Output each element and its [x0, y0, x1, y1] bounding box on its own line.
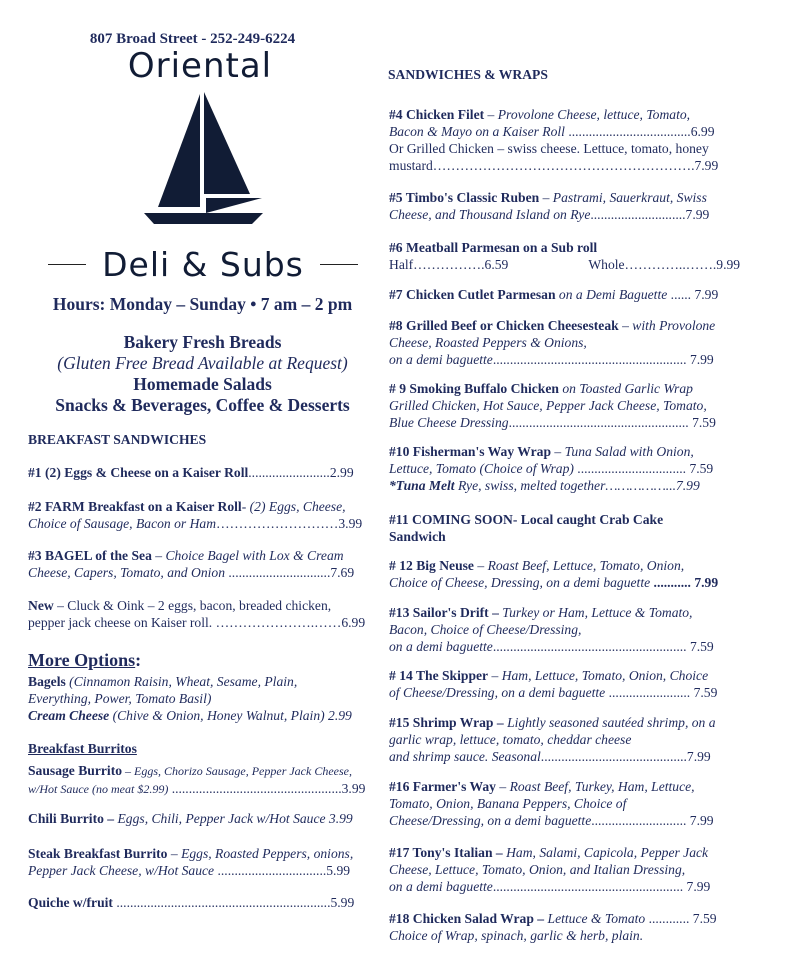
sandwiches-heading: SANDWICHES & WRAPS [388, 67, 548, 82]
item-desc: w/Hot Sauce (no meat $2.99) [28, 782, 169, 796]
promo-snacks: Snacks & Beverages, Coffee & Desserts [55, 395, 350, 415]
promo-breads: Bakery Fresh Breads [123, 332, 282, 352]
item-price: ......................................................... 7.59 [492, 639, 714, 654]
item-desc: Pepper Jack Cheese, w/Hot Sauce [28, 863, 215, 878]
item-price: ........... 7.99 [650, 575, 719, 590]
menu-item-11 [389, 511, 741, 545]
promo-gluten-free: (Gluten Free Bread Available at Request) [57, 353, 348, 373]
item-price: ........................ 7.59 [605, 685, 718, 700]
item-desc: Choice of Sausage, Bacon or Ham [28, 516, 217, 531]
item-name: #1 (2) Eggs & Cheese on a Kaiser Roll [28, 465, 249, 480]
item-desc: – Eggs, Chorizo Sausage, Pepper Jack Cheese, [122, 764, 352, 778]
item-desc: (Cinnamon Raisin, Wheat, Sesame, Plain, [65, 674, 298, 689]
item-price: ........................2.99 [248, 465, 354, 480]
item-desc: Choice of Wrap, spinach, garlic & herb, plain. [389, 928, 644, 943]
menu-item-15 [389, 714, 741, 765]
promo-salads: Homemade Salads [133, 374, 272, 394]
item-desc: and shrimp sauce. Seasonal [389, 749, 541, 764]
item-desc: Cheese, Capers, Tomato, and Onion [28, 565, 225, 580]
item-desc: Ham, Salami, Capicola, Pepper Jack [502, 845, 709, 860]
item-name: #4 Chicken Filet [389, 107, 485, 122]
item-desc: Lettuce, Tomato (Choice of Wrap) [389, 461, 574, 476]
item-name: Cream Cheese [28, 708, 110, 723]
item-desc: – Ham, Lettuce, Tomato, Onion, Choice [488, 668, 709, 683]
item-name: # 14 The Skipper [389, 668, 489, 683]
menu-item-6 [389, 239, 741, 273]
item-desc: Turkey or Ham, Lettuce & Tomato, [498, 605, 693, 620]
item-price: ................................ 7.59 [573, 461, 714, 476]
item-desc: Choice of Cheese, Dressing, on a demi baguette [389, 575, 651, 590]
item-desc: on a demi baguette [389, 352, 493, 367]
item-whole: Whole…………..…….9.99 [588, 257, 741, 272]
item-price: ..............................7.69 [225, 565, 355, 580]
item-desc: – Roast Beef, Lettuce, Tomato, Onion, [473, 558, 685, 573]
item-price: ....................................6.99 [564, 124, 715, 139]
item-name: #2 FARM Breakfast on a Kaiser Roll [28, 499, 242, 514]
item-name: #16 Farmer's Way [389, 779, 496, 794]
menu-item-5 [389, 189, 741, 223]
item-name: Sandwich [389, 529, 446, 544]
item-price: ………………………3.99 [216, 516, 363, 531]
item-desc: Lightly seasoned sautéed shrimp, on a [503, 715, 716, 730]
heading-colon: : [135, 650, 142, 670]
item-desc: on Toasted Garlic Wrap [558, 381, 693, 396]
item-price: ........................................................ 7.99 [492, 879, 711, 894]
menu-item-10 [389, 443, 741, 494]
item-price: ..................................................3.99 [168, 781, 366, 796]
item-desc: - (2) Eggs, Cheese, [241, 499, 346, 514]
menu-item-new [28, 597, 380, 631]
item-desc: Grilled Chicken, Hot Sauce, Pepper Jack Cheese, Tomato, [389, 398, 707, 413]
item-desc: pepper jack cheese on Kaiser roll. ………………….……6.99 [28, 615, 366, 630]
item-name: #7 Chicken Cutlet Parmesan [389, 287, 556, 302]
item-name: New [28, 598, 54, 613]
menu-item-4 [389, 106, 741, 174]
item-desc: Eggs, Chili, Pepper Jack w/Hot Sauce 3.99 [114, 811, 353, 826]
left-rule [48, 264, 86, 265]
item-desc: – Cluck & Oink – 2 eggs, bacon, breaded chicken, [53, 598, 332, 613]
item-name: #15 Shrimp Wrap – [389, 715, 504, 730]
item-price: ......................................................... 7.99 [492, 352, 714, 367]
item-desc: of Cheese/Dressing, on a demi baguette [389, 685, 606, 700]
item-name: Steak Breakfast Burrito [28, 846, 168, 861]
item-price: ...............................................................5.99 [112, 895, 355, 910]
brand-name: Oriental [127, 46, 273, 86]
menu-item-1 [28, 464, 380, 481]
menu-item-17 [389, 844, 741, 895]
item-name: *Tuna Melt [389, 478, 455, 493]
burrito-steak [28, 845, 380, 879]
item-price: ............................7.99 [590, 207, 710, 222]
item-desc: Cheese, and Thousand Island on Rye [389, 207, 591, 222]
item-desc: – Choice Bagel with Lox & Cream [151, 548, 344, 563]
item-desc: – with Provolone [618, 318, 716, 333]
burrito-chili [28, 810, 380, 827]
item-name: #17 Tony's Italian – [389, 845, 503, 860]
hours: Hours: Monday – Sunday • 7 am – 2 pm [52, 294, 353, 314]
item-desc: Cheese, Lettuce, Tomato, Onion, and Italian Dressing, [389, 862, 686, 877]
item-desc: – Provolone Cheese, lettuce, Tomato, [484, 107, 691, 122]
menu-item-12 [389, 557, 741, 591]
item-desc: Lettuce & Tomato [544, 911, 646, 926]
quiche [28, 894, 380, 911]
item-desc: Everything, Power, Tomato Basil) [28, 691, 212, 706]
item-alt: mustard………………………………………………….7.99 [389, 158, 719, 173]
sailboat-logo [140, 92, 265, 234]
more-options-heading [28, 652, 141, 670]
menu-item-2 [28, 498, 380, 532]
menu-item-7 [389, 286, 741, 303]
deli-subs-title [48, 245, 358, 284]
burritos-heading: Breakfast Burritos [28, 741, 137, 756]
item-desc: Rye, swiss, melted together……………...7.99 [454, 478, 700, 493]
item-price: ............ 7.59 [645, 911, 717, 926]
item-price: ...........................................7.99 [540, 749, 711, 764]
item-desc: Tomato, Onion, Banana Peppers, Choice of [389, 796, 627, 811]
item-desc: – Eggs, Roasted Peppers, onions, [167, 846, 354, 861]
item-price: ...... 7.99 [667, 287, 719, 302]
item-name: # 12 Big Neuse [389, 558, 474, 573]
item-name: #11 COMING SOON- Local caught Crab Cake [389, 512, 664, 527]
item-price: ..................................................... 7.59 [508, 415, 716, 430]
item-alt: Or Grilled Chicken – swiss cheese. Lettuce, tomato, honey [389, 141, 709, 156]
item-desc: Bacon, Choice of Cheese/Dressing, [389, 622, 582, 637]
item-half: Half…………….6.59 [389, 257, 509, 272]
item-price: ............................ 7.99 [591, 813, 714, 828]
item-desc: Blue Cheese Dressing [389, 415, 509, 430]
item-desc: Bacon & Mayo on a Kaiser Roll [389, 124, 565, 139]
item-desc: Cheese, Roasted Peppers & Onions, [389, 335, 587, 350]
item-desc: garlic wrap, lettuce, tomato, cheddar cheese [389, 732, 632, 747]
menu-item-13 [389, 604, 741, 655]
item-name: Chili Burrito – [28, 811, 115, 826]
item-name: #6 Meatball Parmesan on a Sub roll [389, 240, 598, 255]
item-name: #5 Timbo's Classic Ruben [389, 190, 540, 205]
breakfast-heading: BREAKFAST SANDWICHES [28, 432, 207, 447]
item-name: Bagels [28, 674, 66, 689]
item-desc: Cheese/Dressing, on a demi baguette [389, 813, 592, 828]
bagels-option [28, 673, 383, 724]
item-desc: (Chive & Onion, Honey Walnut, Plain) 2.99 [109, 708, 352, 723]
item-desc: – Tuna Salad with Onion, [551, 444, 694, 459]
item-name: # 9 Smoking Buffalo Chicken [389, 381, 559, 396]
item-name: #10 Fisherman's Way Wrap [389, 444, 552, 459]
item-name: #18 Chicken Salad Wrap – [389, 911, 545, 926]
item-desc: on a demi baguette [389, 639, 493, 654]
menu-item-3 [28, 547, 380, 581]
menu-item-14 [389, 667, 741, 701]
item-desc: – Roast Beef, Turkey, Ham, Lettuce, [495, 779, 695, 794]
menu-item-16 [389, 778, 741, 829]
menu-item-8 [389, 317, 741, 368]
address-phone: 807 Broad Street - 252-249-6224 [89, 31, 296, 47]
item-name: #3 BAGEL of the Sea [28, 548, 152, 563]
burrito-sausage [28, 762, 380, 798]
item-name: #8 Grilled Beef or Chicken Cheesesteak [389, 318, 619, 333]
item-name: #13 Sailor's Drift – [389, 605, 499, 620]
menu-item-9 [389, 380, 741, 431]
menu-item-18 [389, 910, 741, 944]
promo-block [0, 332, 405, 416]
right-rule [320, 264, 358, 265]
item-desc: – Pastrami, Sauerkraut, Swiss [539, 190, 707, 205]
item-name: Sausage Burrito [28, 763, 123, 778]
subbrand-text: Deli & Subs [102, 245, 304, 284]
item-price: ................................5.99 [214, 863, 351, 878]
item-desc: on a Demi Baguette [555, 287, 668, 302]
item-name: Quiche w/fruit [28, 895, 113, 910]
item-desc: on a demi baguette [389, 879, 493, 894]
heading-text: More Options [28, 650, 136, 670]
